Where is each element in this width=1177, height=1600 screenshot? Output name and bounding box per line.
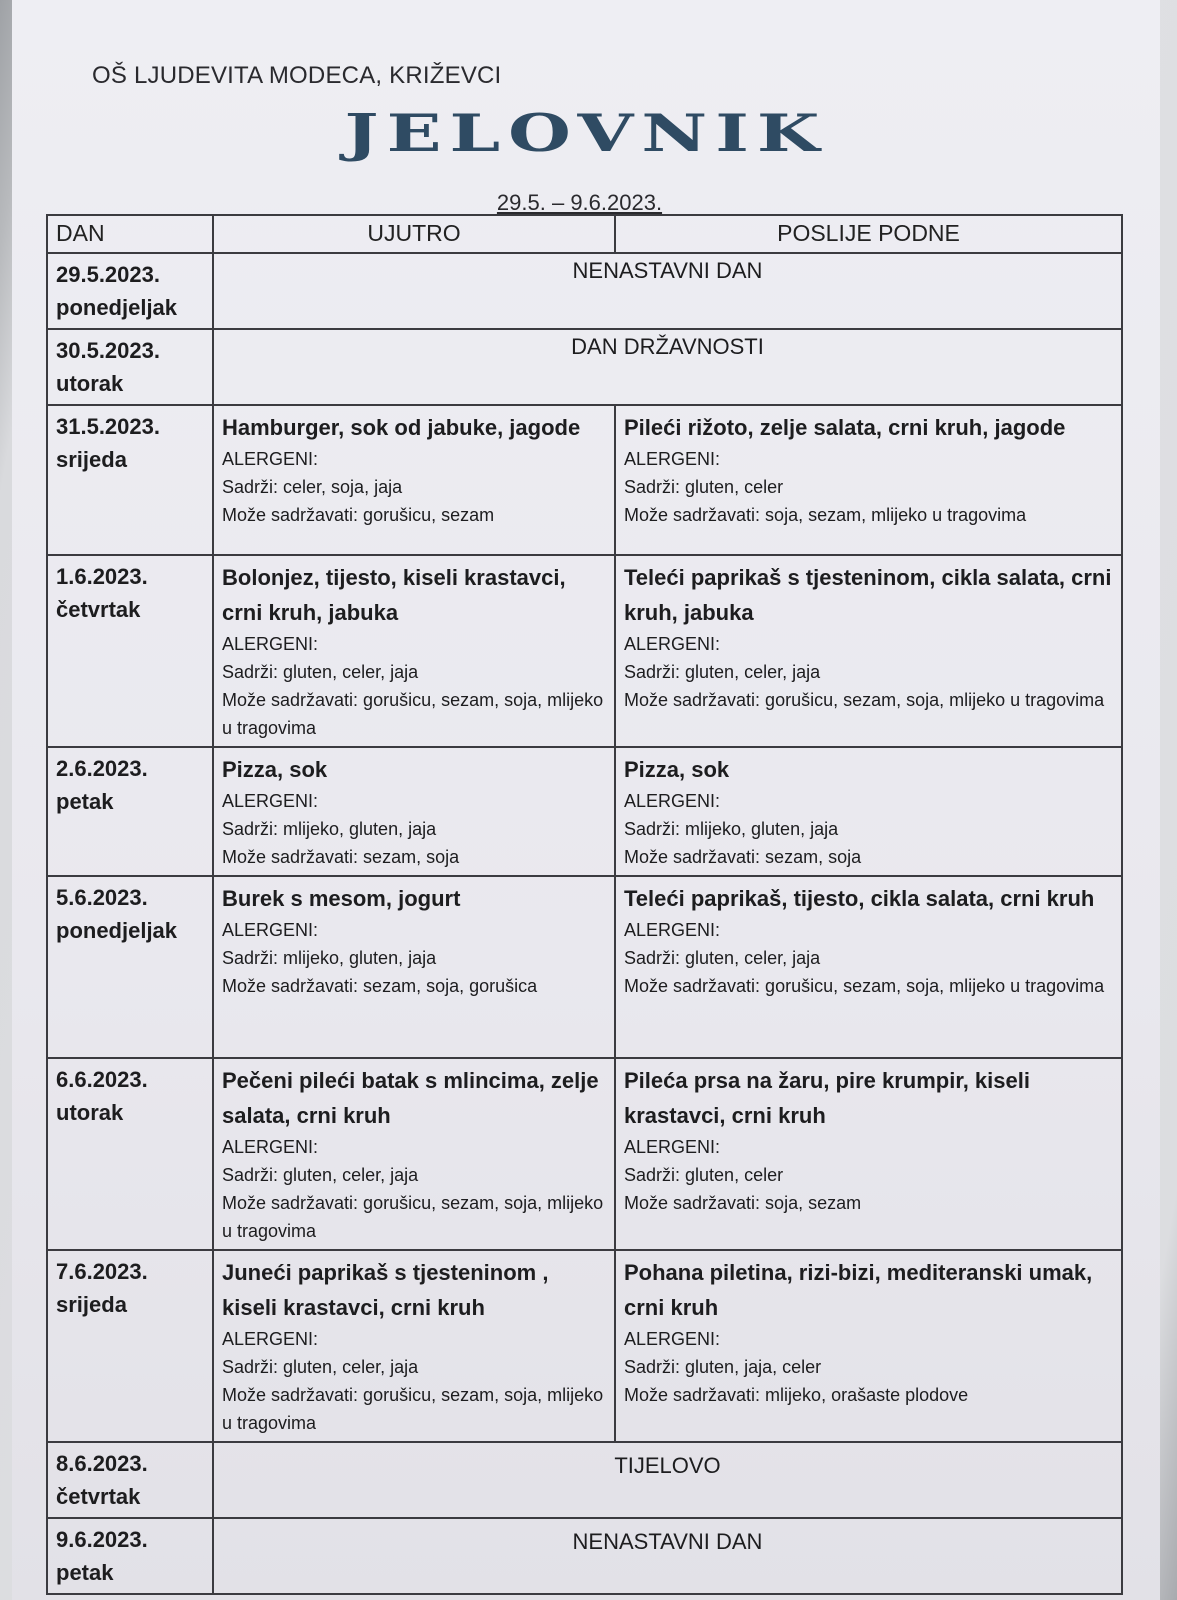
allergens-may-contain: Može sadržavati: gorušicu, sezam, soja, mlijeko u tragovima [222, 1193, 604, 1241]
morning-meal-cell [213, 405, 615, 555]
day-name: četvrtak [56, 1484, 141, 1509]
day-name: četvrtak [56, 597, 141, 622]
day-name: ponedjeljak [56, 918, 178, 943]
header-row [47, 215, 1122, 253]
allergens-may-contain: Može sadržavati: gorušicu, sezam, soja, mlijeko u tragovima [222, 1385, 604, 1433]
dish-name: Burek s mesom, jogurt [222, 886, 461, 911]
table-row [47, 1250, 1122, 1442]
allergens-may-contain: Može sadržavati: sezam, soja [222, 847, 460, 867]
table-row [47, 253, 1122, 329]
allergens-label: ALERGENI: [624, 920, 721, 940]
allergens-may-contain: Može sadržavati: soja, sezam [624, 1193, 862, 1213]
day-name: petak [56, 1560, 114, 1585]
table-row [47, 555, 1122, 747]
allergens-contains: Sadrži: gluten, jaja, celer [624, 1357, 822, 1377]
day-cell [47, 1518, 213, 1594]
allergens-may-contain: Može sadržavati: gorušicu, sezam [222, 505, 495, 525]
special-day-cell: NENASTAVNI DAN [213, 253, 1122, 329]
allergens-may-contain: Može sadržavati: gorušicu, sezam, soja, mlijeko u tragovima [624, 690, 1105, 710]
afternoon-meal-cell [615, 555, 1122, 747]
allergens-may-contain: Može sadržavati: gorušicu, sezam, soja, mlijeko u tragovima [624, 976, 1105, 996]
day-cell [47, 253, 213, 329]
day-date: 8.6.2023. [56, 1451, 148, 1476]
column-header-morning: UJUTRO [213, 215, 615, 253]
allergens-label: ALERGENI: [624, 1137, 721, 1157]
day-cell [47, 555, 213, 747]
day-date: 5.6.2023. [56, 885, 148, 910]
allergens-may-contain: Može sadržavati: mlijeko, orašaste plodove [624, 1385, 969, 1405]
table-row [47, 1442, 1122, 1518]
allergens-contains: Sadrži: gluten, celer, jaja [222, 662, 419, 682]
allergens-label: ALERGENI: [222, 1137, 319, 1157]
allergens-contains: Sadrži: gluten, celer, jaja [624, 662, 821, 682]
allergens-label: ALERGENI: [624, 634, 721, 654]
day-name: srijeda [56, 447, 127, 472]
morning-meal-cell [213, 747, 615, 876]
menu-paper [12, 0, 1160, 1600]
dish-name: Pileća prsa na žaru, pire krumpir, kiseli krastavci, crni kruh [624, 1068, 1030, 1128]
day-date: 29.5.2023. [56, 262, 160, 287]
afternoon-meal-cell [615, 1058, 1122, 1250]
page-title: JELOVNIK [344, 102, 828, 164]
special-day-cell: DAN DRŽAVNOSTI [213, 329, 1122, 405]
day-date: 9.6.2023. [56, 1527, 148, 1552]
day-cell [47, 747, 213, 876]
afternoon-meal-cell [615, 876, 1122, 1058]
menu-table [46, 214, 1123, 1595]
dish-name: Bolonjez, tijesto, kiseli krastavci, crni kruh, jabuka [222, 565, 566, 625]
day-cell [47, 876, 213, 1058]
dish-name: Pohana piletina, rizi-bizi, mediteranski umak, crni kruh [624, 1260, 1093, 1320]
allergens-contains: Sadrži: celer, soja, jaja [222, 477, 403, 497]
table-row [47, 747, 1122, 876]
day-name: ponedjeljak [56, 295, 178, 320]
day-name: srijeda [56, 1292, 127, 1317]
special-day-cell: TIJELOVO [213, 1442, 1122, 1518]
column-header-afternoon: POSLIJE PODNE [615, 215, 1122, 253]
allergens-contains: Sadrži: gluten, celer [624, 477, 784, 497]
day-cell [47, 1442, 213, 1518]
allergens-label: ALERGENI: [624, 791, 721, 811]
table-row [47, 405, 1122, 555]
day-name: utorak [56, 1100, 124, 1125]
morning-meal-cell [213, 1250, 615, 1442]
allergens-contains: Sadrži: mlijeko, gluten, jaja [222, 948, 437, 968]
special-day-cell: NENASTAVNI DAN [213, 1518, 1122, 1594]
allergens-label: ALERGENI: [222, 791, 319, 811]
day-cell [47, 329, 213, 405]
allergens-may-contain: Može sadržavati: sezam, soja, gorušica [222, 976, 538, 996]
table-row [47, 876, 1122, 1058]
morning-meal-cell [213, 1058, 615, 1250]
allergens-contains: Sadrži: mlijeko, gluten, jaja [222, 819, 437, 839]
allergens-may-contain: Može sadržavati: gorušicu, sezam, soja, mlijeko u tragovima [222, 690, 604, 738]
dish-name: Teleći paprikaš s tjesteninom, cikla salata, crni kruh, jabuka [624, 565, 1112, 625]
school-name: OŠ LJUDEVITA MODECA, KRIŽEVCI [92, 62, 502, 89]
day-date: 2.6.2023. [56, 756, 148, 781]
day-date: 1.6.2023. [56, 564, 148, 589]
dish-name: Pizza, sok [222, 757, 328, 782]
allergens-may-contain: Može sadržavati: soja, sezam, mlijeko u tragovima [624, 505, 1027, 525]
table-row [47, 1518, 1122, 1594]
allergens-label: ALERGENI: [624, 449, 721, 469]
day-date: 6.6.2023. [56, 1067, 148, 1092]
afternoon-meal-cell [615, 1250, 1122, 1442]
allergens-contains: Sadrži: gluten, celer, jaja [222, 1165, 419, 1185]
dish-name: Pileći rižoto, zelje salata, crni kruh, jagode [624, 415, 1066, 440]
dish-name: Hamburger, sok od jabuke, jagode [222, 415, 581, 440]
allergens-label: ALERGENI: [222, 634, 319, 654]
morning-meal-cell [213, 555, 615, 747]
dish-name: Teleći paprikaš, tijesto, cikla salata, crni kruh [624, 886, 1095, 911]
dish-name: Juneći paprikaš s tjesteninom , kiseli krastavci, crni kruh [222, 1260, 549, 1320]
allergens-label: ALERGENI: [222, 1329, 319, 1349]
allergens-may-contain: Može sadržavati: sezam, soja [624, 847, 862, 867]
dish-name: Pizza, sok [624, 757, 730, 782]
day-cell [47, 1058, 213, 1250]
afternoon-meal-cell [615, 405, 1122, 555]
allergens-contains: Sadrži: gluten, celer, jaja [624, 948, 821, 968]
morning-meal-cell [213, 876, 615, 1058]
table-row [47, 1058, 1122, 1250]
allergens-contains: Sadrži: mlijeko, gluten, jaja [624, 819, 839, 839]
day-date: 30.5.2023. [56, 338, 160, 363]
day-date: 31.5.2023. [56, 414, 160, 439]
allergens-label: ALERGENI: [222, 920, 319, 940]
day-name: utorak [56, 371, 124, 396]
dish-name: Pečeni pileći batak s mlincima, zelje salata, crni kruh [222, 1068, 599, 1128]
column-header-day: DAN [47, 215, 213, 253]
date-range: 29.5. – 9.6.2023. [496, 190, 663, 215]
allergens-contains: Sadrži: gluten, celer, jaja [222, 1357, 419, 1377]
table-row [47, 329, 1122, 405]
allergens-contains: Sadrži: gluten, celer [624, 1165, 784, 1185]
allergens-label: ALERGENI: [624, 1329, 721, 1349]
day-date: 7.6.2023. [56, 1259, 148, 1284]
afternoon-meal-cell [615, 747, 1122, 876]
day-cell [47, 1250, 213, 1442]
allergens-label: ALERGENI: [222, 449, 319, 469]
day-cell [47, 405, 213, 555]
day-name: petak [56, 789, 114, 814]
